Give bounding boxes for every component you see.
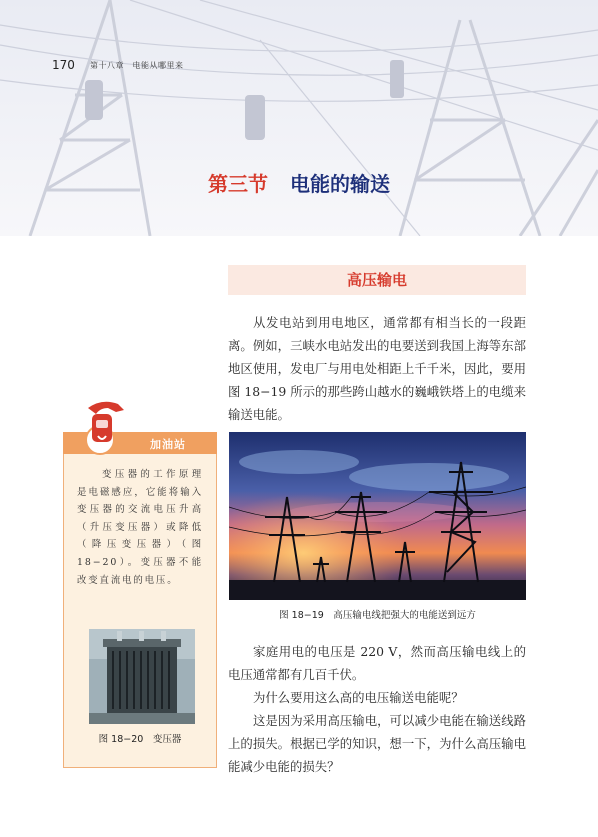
power-tower-background [0, 0, 598, 236]
paragraph-explanation: 这是因为采用高压输电，可以减少电能在输送线路上的损失。根据已学的知识，想一下，为什么高压输电能减少电能的损失？ [228, 713, 526, 774]
section-title [0, 168, 598, 197]
paragraph-voltage: 家庭用电的电压是 220 V，然而高压输电线上的电压通常都有几百千伏。 [228, 644, 526, 682]
section-number: 第三节 [208, 172, 268, 196]
transformer-photo [89, 629, 195, 724]
paragraph-intro: 从发电站到用电地区，通常都有相当长的一段距离。例如，三峡水电站发出的电要送到我国上海等东部地区使用，发电厂与用电处相距上千千米，因此，要用图 18−19 所示的那些跨山越水的巍峨铁塔上的电缆来输送电能。 [228, 315, 526, 422]
figure-caption-18-20: 图 18−20 变压器 [98, 734, 182, 745]
page-number: 170 [52, 58, 75, 72]
transmission-towers-photo [229, 432, 526, 600]
fuel-nozzle-icon [78, 396, 130, 460]
sidebar-text: 变压器的工作原理是电磁感应，它能将输入变压器的交流电压升高（升压变压器）或降低（降压变压器）（图 18−20）。变压器不能改变直流电的电压。 [77, 469, 203, 586]
figure-caption-18-19: 图 18−19 高压输电线把强大的电能送到远方 [279, 610, 476, 621]
subsection-heading: 高压输电 [228, 265, 526, 295]
sidebar-title: 加油站 [150, 438, 186, 451]
header-banner [0, 0, 598, 236]
chapter-title: 第十八章 电能从哪里来 [90, 61, 184, 70]
paragraph-question: 为什么要用这么高的电压输送电能呢？ [253, 690, 464, 705]
section-name: 电能的输送 [290, 172, 390, 196]
